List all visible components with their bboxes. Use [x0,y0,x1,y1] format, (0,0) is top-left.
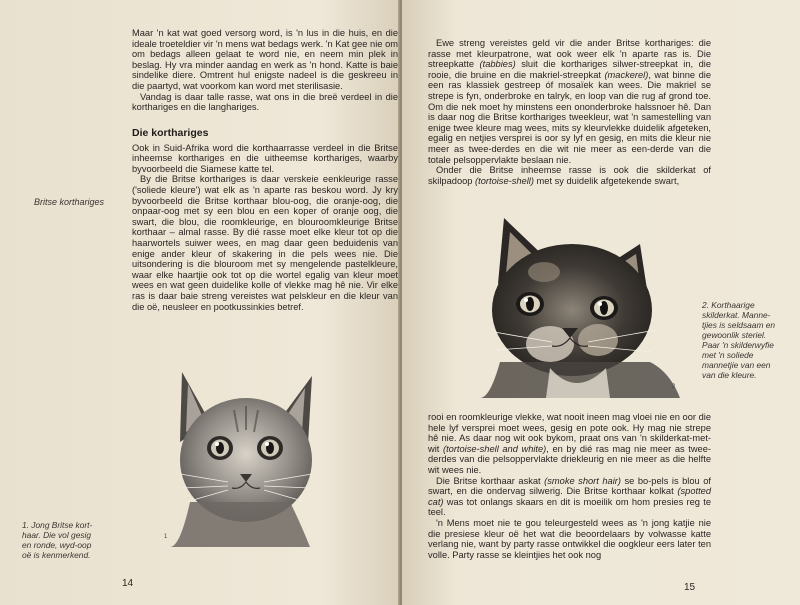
term-tortoise-shell: (tortoise-shell) [475,175,534,186]
term-mackerel: (mackerel) [604,69,649,80]
right-paragraph-1 [428,38,711,165]
section-heading: Die korthariges [132,127,209,139]
caption-line: haar. Die vol gesig [22,530,92,540]
text-span: Onder die Britse inheemse rasse is ook die skilderkat of skilpadoop [428,165,711,186]
right-bottom-text [428,412,711,560]
term-smoke-short-hair: (smoke short hair) [544,475,621,486]
intro-paragraph-1: Maar 'n kat wat goed versorg word, is 'n lus in die huis, en die ideale troeteldier vir 'n mens wat bedags werk. 'n Kat gee nie om om bedags alleen gelaat te word nie, en neem min plek in beslag. Hy vra minder aandag en werk as 'n hond. Katte is baie sindelike diere. Omtrent hul enigste nadeel is die geskreeu in die paartyd, wat voorkom kan word met sterilisasie. [132,28,398,91]
section-paragraph-1: Ook in Suid-Afrika word die korthaarrasse verdeel in die Britse inheemse korthariges en die uitheemse korthariges, waarby byvoorbeeld die Siamese katte tel. [132,142,398,174]
right-paragraph-4 [428,476,711,518]
intro-text [132,28,398,113]
intro-paragraph-2: Vandag is daar talle rasse, wat ons in die breë verdeel in die korthariges en die langhariges. [132,91,398,113]
text-span: was tot onlangs skaars en dit is moeilik om hom presies reg te teel. [428,496,711,518]
caption-line: skilderkat. Manne- [702,310,771,320]
caption-line: mannetjie van een [702,360,771,370]
term-spotted-cat: (spotted cat) [428,486,711,507]
text-span: , wat binne die een ras klassiek gestreep óf mosaïek kan wees. Die makriel se strepe is fyn, onderbroke en talryk, en loop van die rug af grond toe. Om die nek moet hy minstens een ononderbroke halssnoer hê. Dan is daar nog die Britse korthariges tweekleur, wat 'n samestelling van enige twee kleure mag wees, mits sy kleurvlekke duidelik afgeteken, egalig en netjies versprei is oor sy lyf en gesig, en mits die kleur nie meer as twee-derdes en die wit nie meer as een-derde van die totale pelsoppervlakte beslaan nie. [428,69,711,165]
caption-line: 2. Korthaarige [702,300,755,310]
caption-line: met 'n soliede [702,350,754,360]
page-number-right: 15 [684,582,696,593]
side-label-britse-korthariges: Britse korthariges [34,197,105,207]
text-span: se bo-pels is blou of swart, en die ondervag silwerig. Die Britse korthaar kolkat [428,475,711,497]
text-span: Ewe streng vereistes geld vir die ander Britse korthariges: die rasse met kleurpatrone, wat ook weer elk 'n aparte ras is. Die streepkatte [428,38,711,70]
right-top-text [428,38,711,186]
caption-line: van die kleure. [702,370,757,380]
caption-line: Paar 'n skilderwyfie [702,340,774,350]
caption-line: en ronde, wyd-oop [22,540,92,550]
text-span: met sy duidelik afgetekende swart, [533,175,680,186]
text-span: , en by dié ras mag nie meer as twee-derdes van die pelsoppervlakte driekleurig en nie meer as die helfte wit wees nie. [428,443,711,475]
caption-line: 1. Jong Britse kort- [22,520,93,530]
text-span: sluit die korthariges silwer-streepkat in, die rooie, die bruine en die makriel-streepkat [428,59,712,80]
right-paragraph-2 [428,165,711,186]
text-span: Die Britse korthaar askat [436,475,545,486]
figure-caption-2 [702,300,798,380]
page-number-left: 14 [122,578,134,589]
section-paragraph-2: By die Britse korthariges is daar verskeie eenkleurige rasse ('soliede kleure') wat elk as 'n aparte ras beskou word. Jy kry byvoorbeeld die Britse korthaar blou-oog, die oranje-oog, die onpaar-oog met sy een blou en een koper of oranje oog, die swart, die blou, die roomkleurige, en blouroomkleurige Britse korthaar – almal rasse. By dié rasse moet elke kleur tot op die haarwortels suiwer wees, en mag daar geen beduidenis van enige ander kleur of skakering in die pels wees nie. Die uitsondering is die blouroom met sy mengelende pastelkleure, waar elke haartjie ook tot op die wortel egalig van kleur moet wees en wat geen duidelike kolle of vlekke mag hê nie. Vir elke ras is daar baie streng vereistes wat pelskleur en die kleur van die oë, neusleer en pootkussinkies betref. [132,174,398,312]
term-tortoise-shell-and-white: (tortoise-shell and white) [442,443,547,454]
caption-line: oë is kenmerkend. [22,550,91,560]
text-span: rooi en roomkleurige vlekke, wat nooit ineen mag vloei nie en oor die hele lyf versprei moet wees, gesig en pote ook. Hy mag nie strepe hê nie. As daar nog wit ook bykom, praat ons van 'n skilderkat-met-wit [428,412,711,454]
shorthair-section [132,128,398,312]
plate-number-2: 2 [672,384,676,390]
term-tabbies: (tabbies) [479,59,516,70]
right-paragraph-5: 'n Mens moet nie te gou teleurgesteld wees as 'n jong katjie nie die presiese kleur oë het wat die beoordelaars by volwasse katte verlang nie, want by party rasse ontwikkel die oogkleur eers later ten volle. Party rasse se kleintjies het ook nog [428,517,711,560]
figure-caption-1 [22,520,122,560]
kitten-illustration [160,362,320,547]
right-page [402,0,800,605]
caption-line: gewoonlik steriel. [702,330,767,340]
plate-number-1: 1 [164,534,168,540]
tortoiseshell-cat-illustration [480,212,712,398]
right-paragraph-3 [428,412,711,476]
caption-line: tjies is seldsaam en [702,320,776,330]
